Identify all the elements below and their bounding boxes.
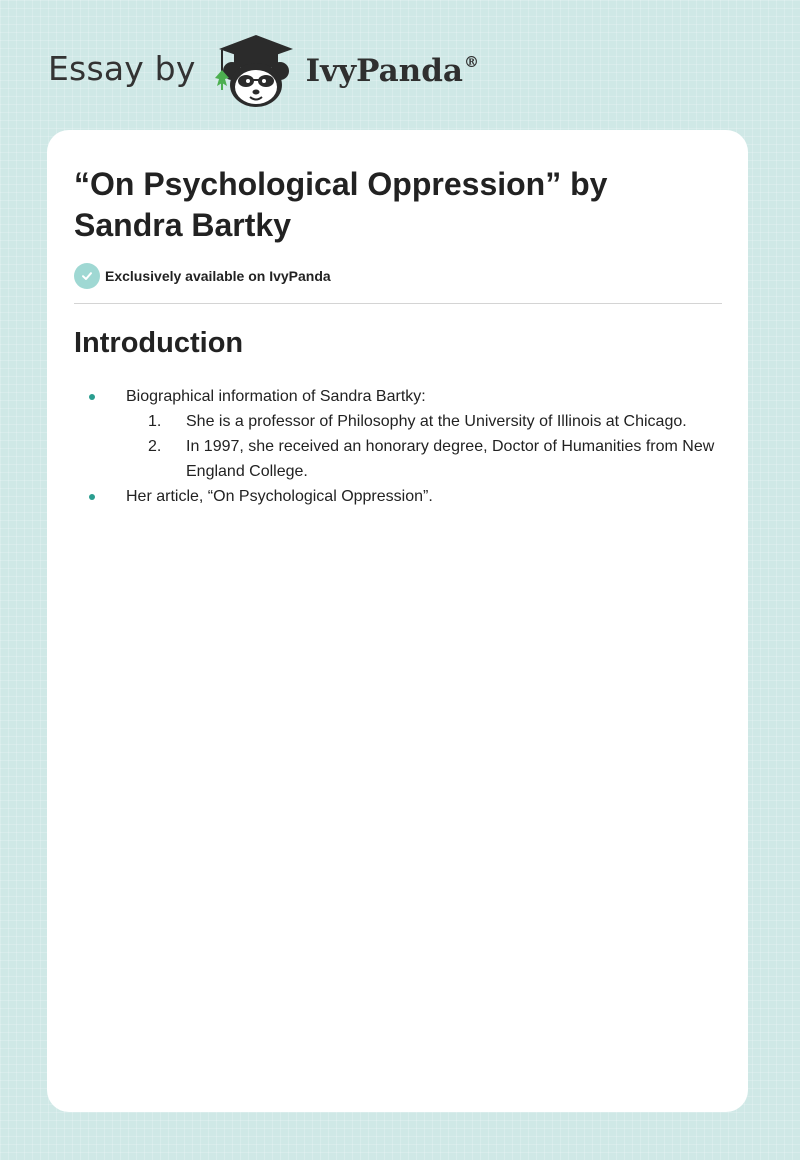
outline-subitem: [74, 409, 734, 434]
outline-item: [74, 384, 734, 409]
check-circle-icon: [74, 263, 100, 289]
brand-header: [48, 34, 479, 110]
outline-subitem-marker: 1.: [148, 413, 162, 430]
brand-name: IvyPanda®: [305, 53, 479, 89]
outline-item: [74, 484, 734, 509]
panda-logo-icon: [210, 34, 302, 110]
outline-subitem-text: She is a professor of Philosophy at the University of Illinois at Chicago.: [186, 413, 687, 430]
brand-prefix: Essay by: [48, 48, 196, 88]
outline-subitem-marker: 2.: [148, 438, 162, 455]
exclusive-badge: [74, 263, 331, 289]
outline-subitem-text: In 1997, she received an honorary degree, Doctor of Humanities from New England College.: [186, 438, 715, 480]
essay-outline: [74, 384, 734, 509]
exclusive-badge-text: Exclusively available on IvyPanda: [105, 268, 331, 284]
essay-card: [47, 130, 748, 1112]
registered-mark: ®: [463, 53, 479, 71]
title-divider: [74, 303, 722, 304]
bullet-icon: [89, 494, 95, 500]
bullet-icon: [89, 394, 95, 400]
essay-title: “On Psychological Oppression” by Sandra Bartky: [74, 166, 608, 243]
outline-subitem: [74, 434, 734, 484]
section-heading: Introduction: [74, 327, 244, 359]
outline-item-text: Her article, “On Psychological Oppression”.: [126, 488, 433, 505]
outline-item-text: Biographical information of Sandra Bartky:: [126, 388, 426, 405]
